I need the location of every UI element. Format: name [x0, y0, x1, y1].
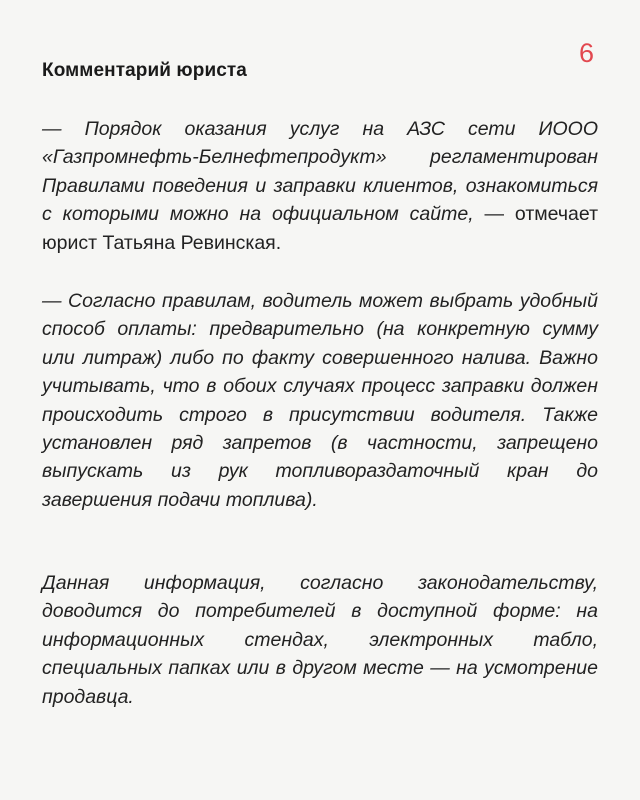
paragraph-3-text: Данная информация, согласно законодательству, доводится до потребителей в доступной форме: на информационных стендах, электронных табло, специальных папках или в другом месте — на усмотрение продавца. [42, 572, 598, 708]
lawyer-comment-paragraph-3 [42, 569, 598, 711]
paragraph-1-text: — Порядок оказания услуг на АЗС сети ИООО «Газпромнефть-Белнефтепродукт» регламентирован Правилами поведения и заправки клиентов, ознакомиться с которыми можно на официальном сайте, [42, 118, 598, 226]
lawyer-comment-paragraph-2 [42, 287, 598, 514]
paragraph-1-attribution: — отмечает юрист Татьяна Ревинская. [42, 203, 599, 254]
section-title: Комментарий юриста [42, 60, 247, 81]
paragraph-2-text: — Согласно правилам, водитель может выбрать удобный способ оплаты: предварительно (на конкретную сумму или литраж) либо по факту совершенного налива. Важно учитывать, что в обоих случаях процесс заправки должен происходить строго в присутствии водителя. Также установлен ряд запретов (в частности, запрещено выпускать из рук топливораздаточный кран до завершения подачи топлива). [42, 290, 598, 511]
page-number: 6 [578, 38, 594, 68]
lawyer-comment-paragraph-1 [42, 115, 598, 257]
